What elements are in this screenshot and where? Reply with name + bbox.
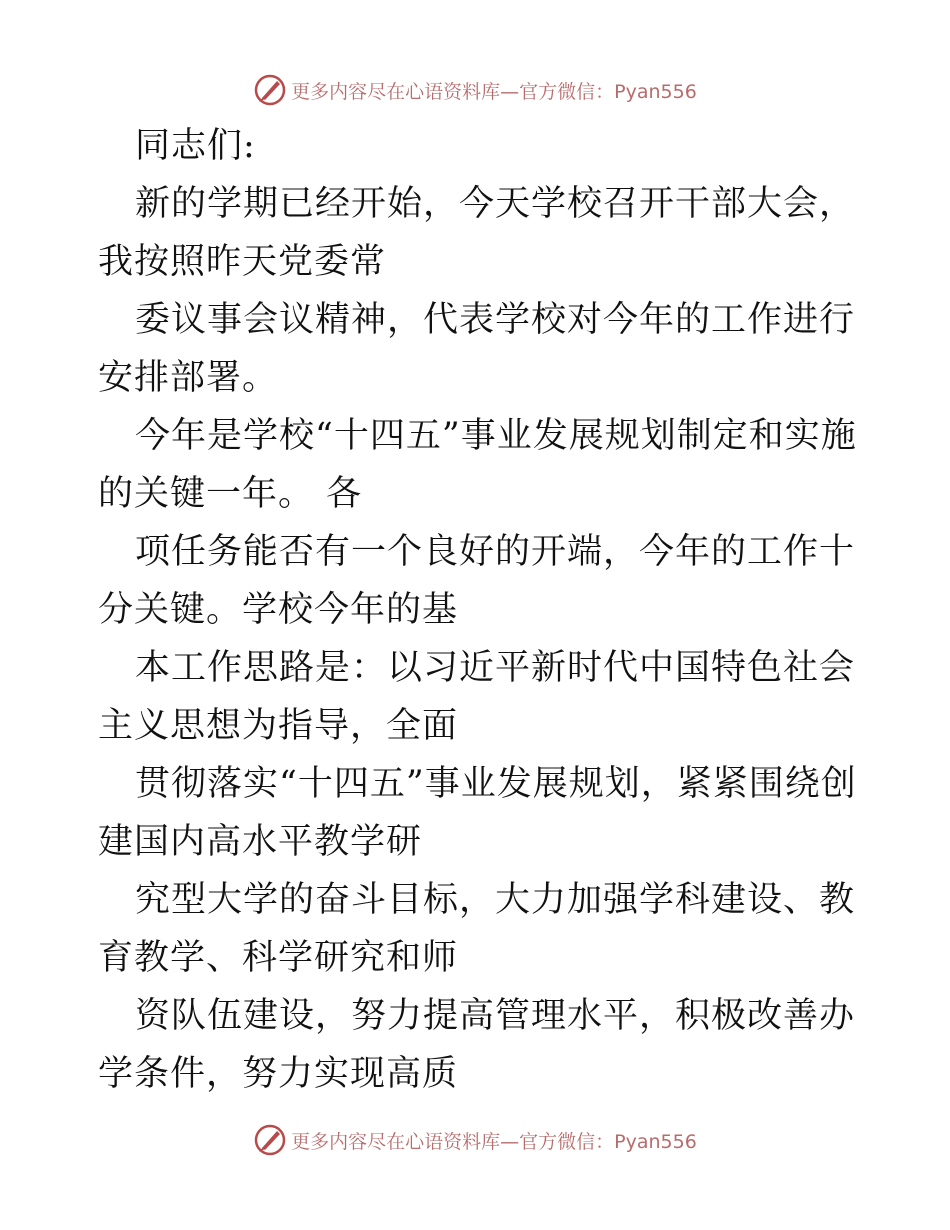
paragraph: 项任务能否有一个良好的开端，今年的工作十分关键。学校今年的基	[98, 532, 856, 630]
footer-watermark-banner	[0, 1120, 950, 1160]
paragraph: 本工作思路是：以习近平新时代中国特色社会主义思想为指导，全面	[98, 648, 856, 746]
paragraph: 究型大学的奋斗目标，大力加强学科建设、教育教学、科学研究和师	[98, 880, 856, 978]
paragraph: 今年是学校“十四五”事业发展规划制定和实施的关键一年。 各	[98, 416, 857, 514]
paragraph-salutation: 同志们:	[135, 126, 256, 166]
paragraph: 贯彻落实“十四五”事业发展规划，紧紧围绕创建国内高水平教学研	[98, 764, 857, 862]
header-watermark-banner	[0, 70, 950, 110]
paragraph: 资队伍建设，努力提高管理水平，积极改善办学条件，努力实现高质	[98, 996, 856, 1094]
quill-pen-circle-icon	[253, 1123, 287, 1157]
paragraph: 委议事会议精神，代表学校对今年的工作进行安排部署。	[98, 300, 856, 398]
document-body	[98, 117, 858, 1103]
quill-pen-circle-icon	[253, 73, 287, 107]
header-banner-text: 更多内容尽在心语资料库—官方微信：Pyan556	[291, 80, 697, 103]
paragraph: 新的学期已经开始，今天学校召开干部大会，我按照昨天党委常	[98, 184, 856, 282]
footer-banner-text: 更多内容尽在心语资料库—官方微信：Pyan556	[291, 1130, 697, 1153]
